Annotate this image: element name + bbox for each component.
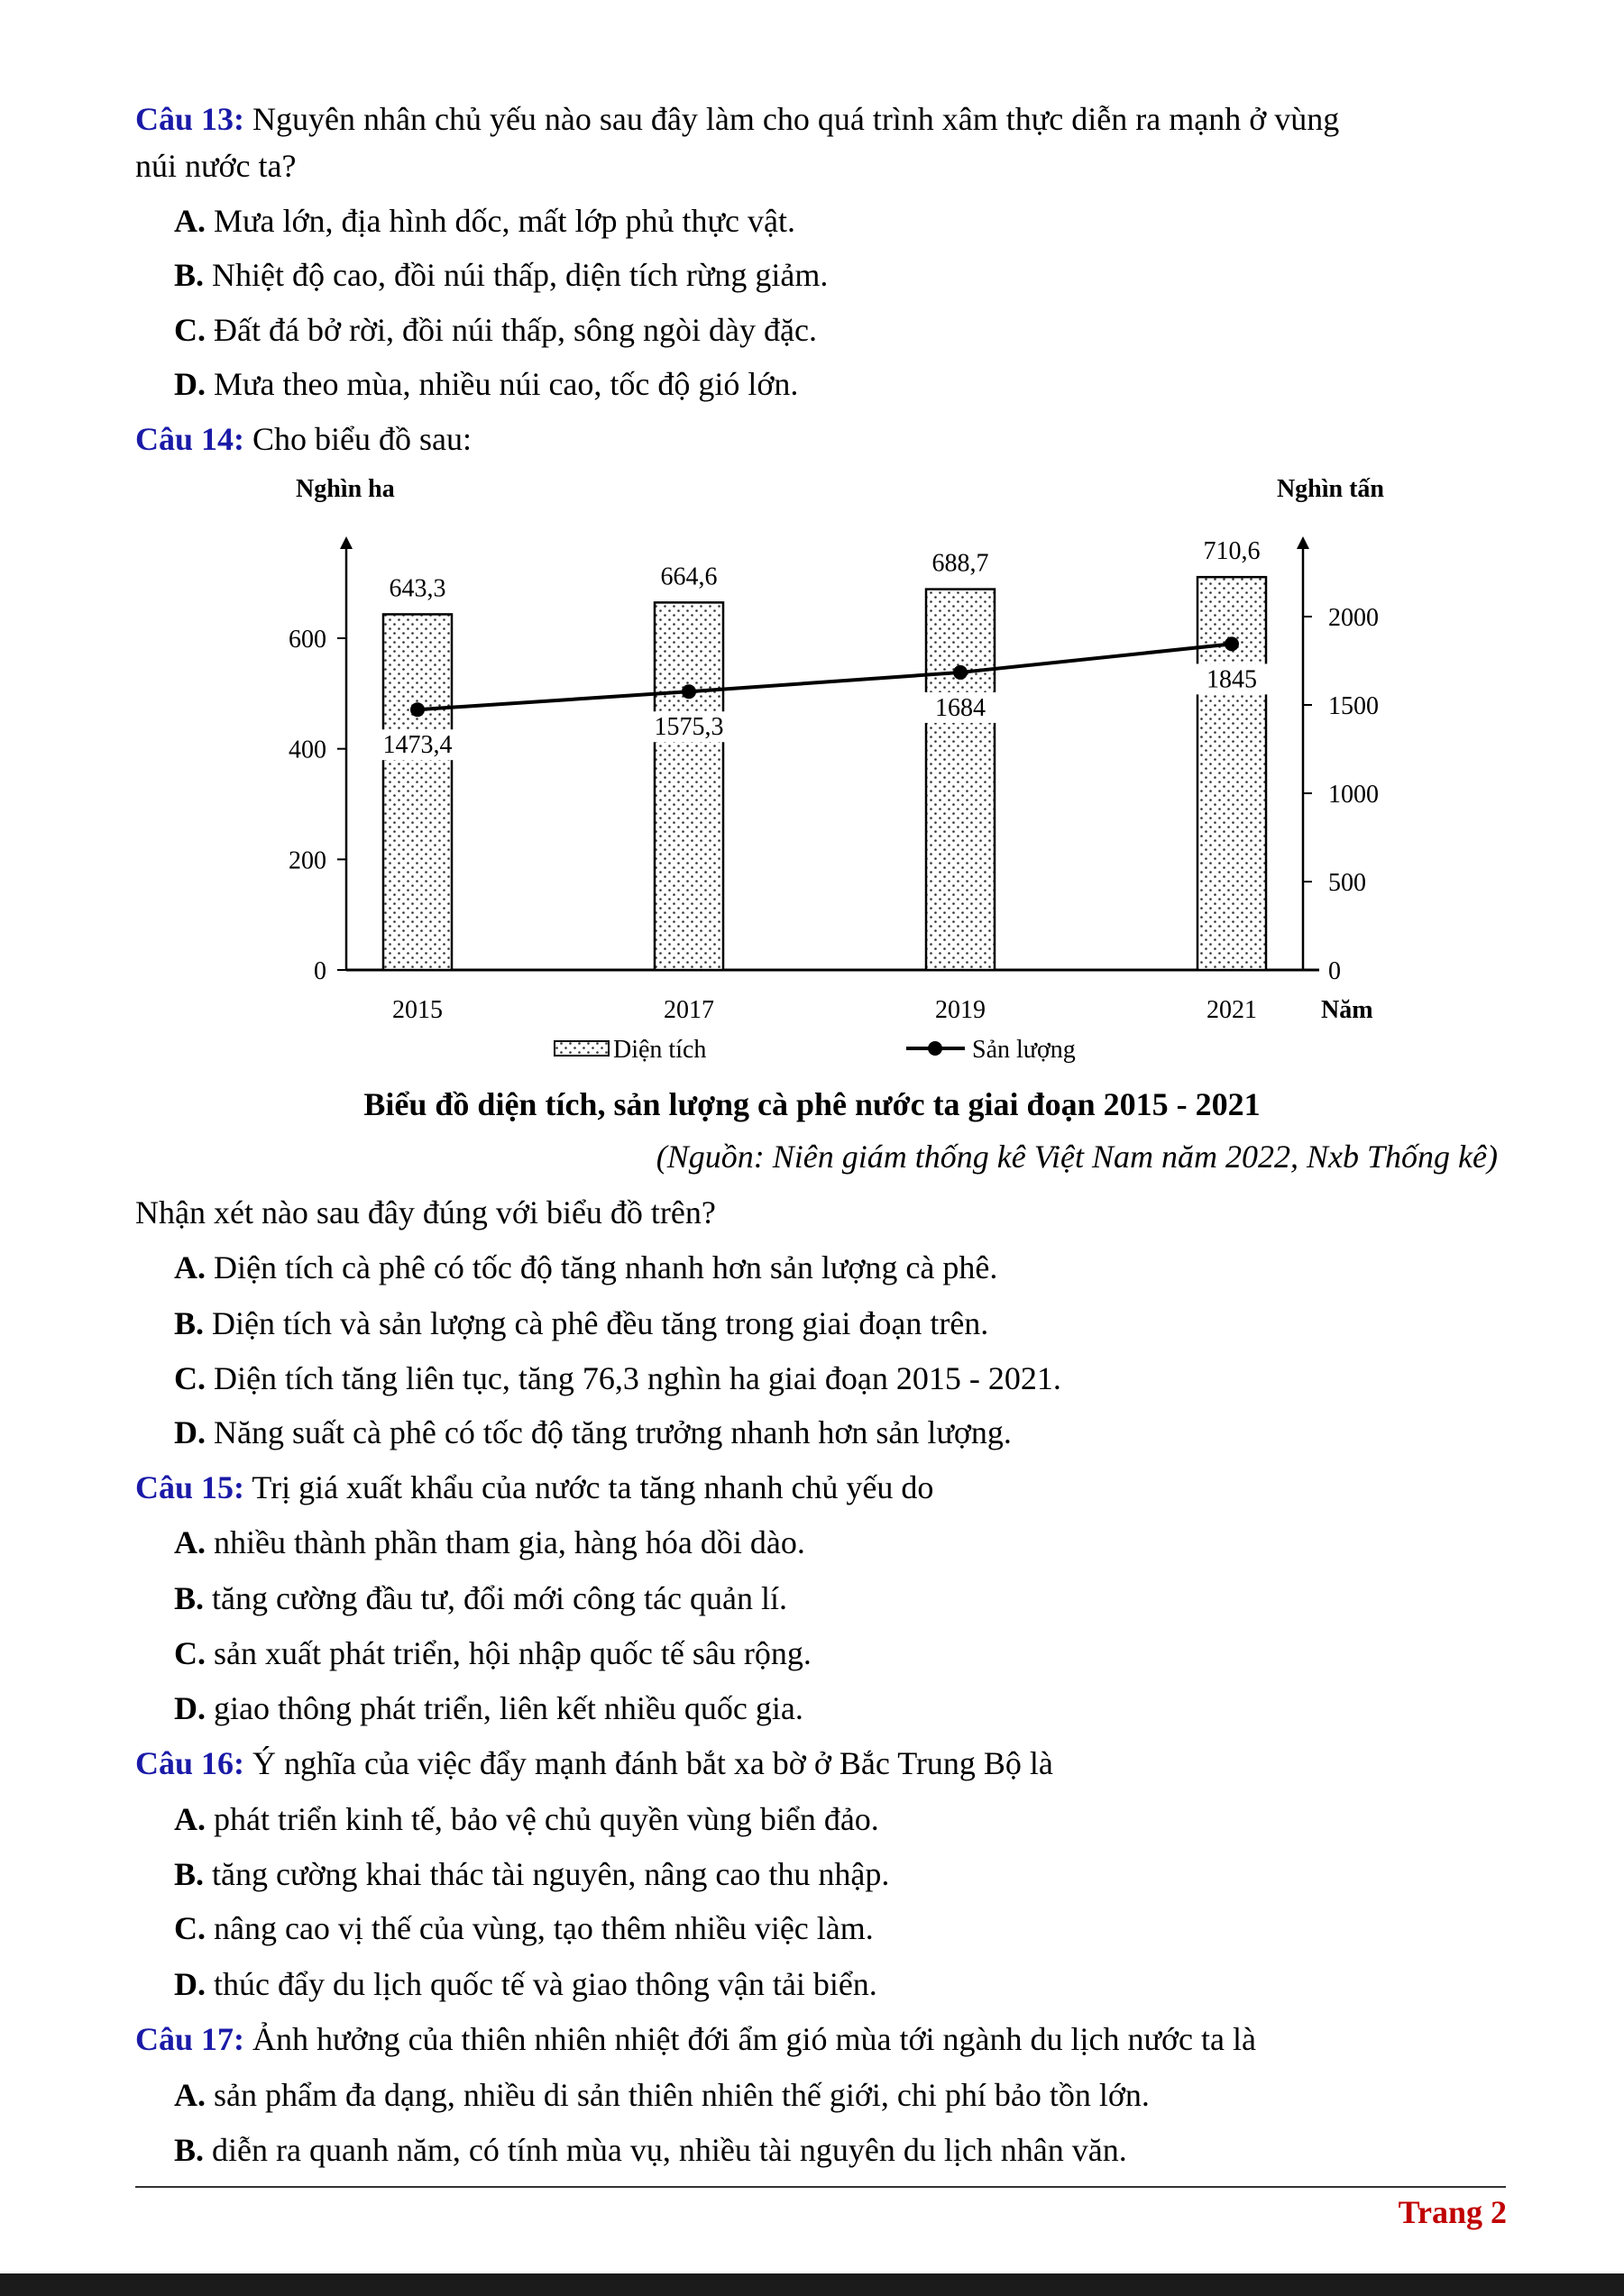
question-16-option-a: A. phát triển kinh tế, bảo vệ chủ quyền vùng biển đảo. xyxy=(174,1801,879,1837)
coffee-chart xyxy=(243,473,1416,1068)
question-17-text: Ảnh hưởng của thiên nhiên nhiệt đới ẩm gió mùa tới ngành du lịch nước ta là xyxy=(244,2021,1256,2057)
question-14-label: Câu 14: xyxy=(135,421,245,457)
question-14-option-c: C. Diện tích tăng liên tục, tăng 76,3 nghìn ha giai đoạn 2015 - 2021. xyxy=(174,1360,1061,1396)
bar-value-label: 664,6 xyxy=(660,563,718,591)
x-axis-title: Năm xyxy=(1321,996,1373,1024)
legend-marker-san-luong xyxy=(928,1041,942,1056)
question-15-option-b: B. tăng cường đầu tư, đổi mới công tác quản lí. xyxy=(174,1580,787,1616)
question-14-prompt: Nhận xét nào sau đây đúng với biểu đồ trên? xyxy=(135,1194,716,1230)
question-15-text: Trị giá xuất khẩu của nước ta tăng nhanh chủ yếu do xyxy=(244,1469,934,1505)
line-value-label: 1684 xyxy=(935,693,986,722)
question-16-option-c: C. nâng cao vị thế của vùng, tạo thêm nhiều việc làm. xyxy=(174,1910,874,1946)
bar-value-label: 643,3 xyxy=(389,574,446,603)
x-axis-tick-label: 2021 xyxy=(1207,996,1257,1024)
line-point xyxy=(682,684,696,699)
left-axis-arrow xyxy=(340,536,353,549)
right-axis-arrow xyxy=(1297,536,1309,549)
bar-value-label: 688,7 xyxy=(931,549,989,578)
bar-dien-tich xyxy=(1197,577,1266,970)
x-axis-tick-label: 2017 xyxy=(664,996,714,1024)
question-14-option-d: D. Năng suất cà phê có tốc độ tăng trưởng nhanh hơn sản lượng. xyxy=(174,1414,1012,1450)
left-axis-title: Nghìn ha xyxy=(296,475,395,503)
legend-label-dien-tich: Diện tích xyxy=(613,1036,707,1064)
left-axis-tick-label: 600 xyxy=(289,626,326,654)
question-13-option-d: D. Mưa theo mùa, nhiều núi cao, tốc độ gió lớn. xyxy=(174,366,799,402)
question-13-line-2: núi nước ta? xyxy=(135,148,297,184)
x-axis-tick-label: 2019 xyxy=(935,996,986,1024)
question-15-option-d: D. giao thông phát triển, liên kết nhiều quốc gia. xyxy=(174,1690,803,1726)
left-axis-tick-label: 0 xyxy=(314,957,326,985)
question-15-option-c: C. sản xuất phát triển, hội nhập quốc tế sâu rộng. xyxy=(174,1635,812,1671)
question-13-option-b: B. Nhiệt độ cao, đồi núi thấp, diện tích rừng giảm. xyxy=(174,257,829,293)
line-point xyxy=(953,665,968,680)
line-value-label: 1575,3 xyxy=(654,713,724,742)
line-value-label: 1473,4 xyxy=(382,731,453,760)
bottom-edge-band xyxy=(0,2273,1624,2296)
question-17-line-1 xyxy=(135,2019,1256,2059)
question-13-option-c: C. Đất đá bở rời, đồi núi thấp, sông ngòi dày đặc. xyxy=(174,312,817,348)
bar-dien-tich xyxy=(655,602,723,970)
left-axis-tick-label: 200 xyxy=(289,846,326,875)
right-axis-tick-label: 0 xyxy=(1328,957,1341,985)
x-axis-tick-label: 2015 xyxy=(392,996,443,1024)
line-point xyxy=(410,702,425,717)
right-axis-tick-label: 1500 xyxy=(1328,692,1379,720)
left-axis-tick-label: 400 xyxy=(289,736,326,764)
bar-dien-tich xyxy=(926,590,995,970)
question-13-text: Nguyên nhân chủ yếu nào sau đây làm cho quá trình xâm thực diễn ra mạnh ở vùng xyxy=(244,101,1340,137)
question-15-label: Câu 15: xyxy=(135,1469,245,1505)
bar-value-label: 710,6 xyxy=(1203,537,1261,566)
question-17-label: Câu 17: xyxy=(135,2021,245,2057)
question-13-line-1 xyxy=(135,99,1339,139)
question-15-line-1 xyxy=(135,1468,933,1507)
legend-swatch-dien-tich xyxy=(555,1041,609,1056)
right-axis-tick-label: 500 xyxy=(1328,869,1366,897)
line-san-luong xyxy=(417,644,1232,709)
right-axis-tick-label: 1000 xyxy=(1328,781,1379,809)
page-number: Trang 2 xyxy=(1398,2194,1507,2230)
chart-source: (Nguồn: Niên giám thống kê Việt Nam năm 2022, Nxb Thống kê) xyxy=(656,1139,1498,1175)
question-14-line-1 xyxy=(135,419,472,459)
question-16-label: Câu 16: xyxy=(135,1745,245,1781)
question-14-option-b: B. Diện tích và sản lượng cà phê đều tăng trong giai đoạn trên. xyxy=(174,1305,989,1341)
right-axis-title: Nghìn tấn xyxy=(1276,475,1384,503)
question-14-text: Cho biểu đồ sau: xyxy=(244,421,472,457)
question-17-option-a: A. sản phẩm đa dạng, nhiều di sản thiên nhiên thế giới, chi phí bảo tồn lớn. xyxy=(174,2077,1150,2113)
bar-dien-tich xyxy=(383,614,452,970)
question-13-option-a: A. Mưa lớn, địa hình dốc, mất lớp phủ thực vật. xyxy=(174,203,795,239)
question-16-text: Ý nghĩa của việc đẩy mạnh đánh bắt xa bờ ở Bắc Trung Bộ là xyxy=(244,1745,1053,1781)
line-value-label: 1845 xyxy=(1207,665,1257,694)
footer-divider xyxy=(135,2186,1506,2188)
question-16-option-d: D. thúc đẩy du lịch quốc tế và giao thông vận tải biển. xyxy=(174,1966,877,2002)
question-13-label: Câu 13: xyxy=(135,101,245,137)
question-16-option-b: B. tăng cường khai thác tài nguyên, nâng cao thu nhập. xyxy=(174,1856,890,1892)
legend-label-san-luong: Sản lượng xyxy=(972,1036,1076,1064)
line-point xyxy=(1225,636,1239,651)
chart-caption: Biểu đồ diện tích, sản lượng cà phê nước ta giai đoạn 2015 - 2021 xyxy=(363,1086,1261,1122)
question-17-option-b: B. diễn ra quanh năm, có tính mùa vụ, nhiều tài nguyên du lịch nhân văn. xyxy=(174,2132,1127,2168)
question-14-option-a: A. Diện tích cà phê có tốc độ tăng nhanh hơn sản lượng cà phê. xyxy=(174,1249,998,1285)
question-16-line-1 xyxy=(135,1743,1053,1783)
right-axis-tick-label: 2000 xyxy=(1328,604,1379,632)
question-15-option-a: A. nhiều thành phần tham gia, hàng hóa dồi dào. xyxy=(174,1524,805,1560)
